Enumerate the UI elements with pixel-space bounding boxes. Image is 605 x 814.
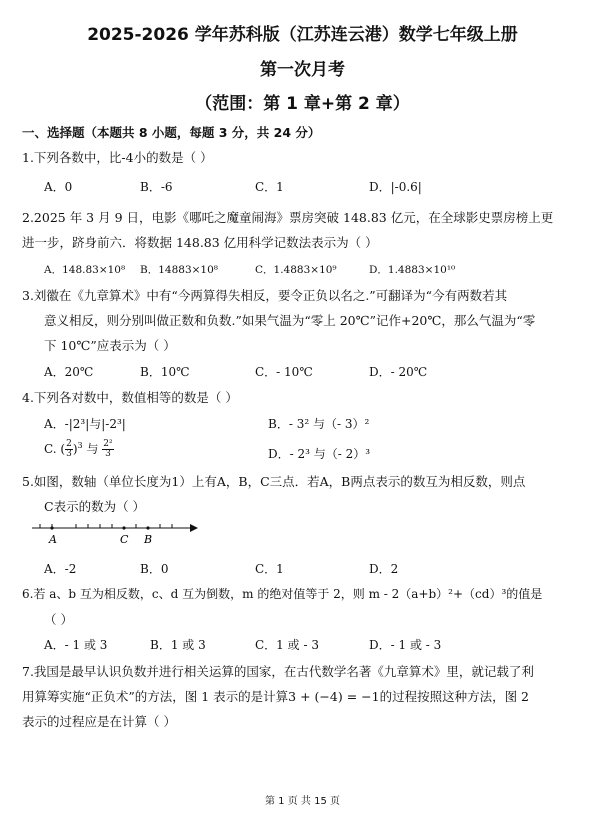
q6-line-2: （ ） [44, 612, 73, 627]
title-line-1: 2025-2026 学年苏科版（江苏连云港）数学七年级上册 [87, 25, 518, 45]
label-b: B [144, 533, 153, 546]
q4-option-d: D．- 2³ 与（- 2）³ [268, 447, 371, 461]
q4-exponent: 3 [77, 441, 83, 450]
point-a [50, 526, 53, 529]
page-number: 第 1 页 共 15 页 [265, 796, 340, 807]
q4-stem: 4.下列各对数中，数值相等的数是（ ） [22, 390, 238, 405]
q2-option-d: D．1.4883×10¹⁰ [369, 264, 456, 276]
q4-option-c-label: C. [44, 442, 57, 456]
section-heading: 一、选择题（本题共 8 小题，每题 3 分，共 24 分） [22, 125, 321, 140]
q4-option-b: B．- 3² 与（- 3）² [268, 417, 370, 431]
q3-option-b: B．10℃ [140, 365, 190, 379]
q7-line-2: 用算筹实施“正负术”的方法，图 1 表示的是计算3 + (−4) = −1的过程按照这种方法，图 2 [22, 689, 530, 704]
q2-option-a: A．148.83×10⁸ [44, 264, 126, 276]
q7-line-3: 表示的过程应是在计算（ ） [22, 714, 176, 729]
q1-option-b: B．-6 [140, 180, 173, 194]
label-a: A [49, 533, 57, 546]
q2-option-c: C．1.4883×10⁹ [255, 264, 337, 276]
q4-fraction-1: $\frac{2}{3}$ [66, 439, 72, 459]
q6-option-c: C．1 或 - 3 [255, 638, 319, 652]
q3-option-c: C．- 10℃ [255, 365, 313, 379]
q3-option-d: D．- 20℃ [369, 365, 428, 379]
title-line-3: （范围：第 1 章+第 2 章） [195, 94, 410, 114]
q2-line-2: 进一步，跻身前六．将数据 148.83 亿用科学记数法表示为（ ） [22, 235, 378, 250]
number-line [30, 520, 200, 550]
q2-option-b: B．14883×10⁸ [140, 264, 218, 276]
q3-line-3: 下 10℃”应表示为（ ） [44, 338, 176, 353]
q3-option-a: A．20℃ [44, 365, 94, 379]
q1-stem: 1.下列各数中，比-4小的数是（ ） [22, 150, 213, 165]
q7-line-1: 7.我国是最早认识负数并进行相关运算的国家，在古代数学名著《九章算术》里，就记载了利 [22, 664, 534, 679]
q3-line-1: 3.刘徽在《九章算术》中有“今两算得失相反，要令正负以名之.”可翻译为“今有两数若其 [22, 288, 508, 303]
q4-option-a: A．-|2³|与|-2³| [44, 417, 126, 431]
q1-option-c: C．1 [255, 180, 284, 194]
q4-fraction-2: $\frac{\text{2²}}{3}$ [103, 439, 113, 459]
q1-option-d: D．|-0.6| [369, 180, 422, 194]
point-b [146, 526, 149, 529]
q6-option-d: D．- 1 或 - 3 [369, 638, 442, 652]
q2-line-1: 2.2025 年 3 月 9 日，电影《哪吒之魔童闹海》票房突破 148.83 亿元，在全球影史票房榜上更 [22, 210, 554, 225]
q6-option-b: B．1 或 3 [150, 638, 206, 652]
q5-line-1: 5.如图，数轴（单位长度为1）上有A，B，C三点．若A，B两点表示的数互为相反数，则点 [22, 474, 526, 489]
q5-option-d: D．2 [369, 562, 399, 576]
q5-option-a: A．-2 [44, 562, 77, 576]
title-line-2: 第一次月考 [260, 60, 345, 80]
q4-option-c: C. ( $\frac{2}{3}$ )$^3$ 与 $\frac{\text{2²}}{3}$ [44, 439, 113, 459]
q5-option-c: C．1 [255, 562, 284, 576]
q4-option-c-and: 与 [86, 442, 99, 456]
q1-option-a: A．0 [44, 180, 73, 194]
q5-option-b: B．0 [140, 562, 169, 576]
q3-line-2: 意义相反，则分别叫做正数和负数.”如果气温为“零上 20℃”记作+20℃，那么气温为“零 [44, 313, 536, 328]
label-c: C [120, 533, 129, 546]
q5-line-2: C表示的数为（ ） [44, 499, 146, 514]
q6-line-1: 6.若 a、b 互为相反数，c、d 互为倒数，m 的绝对值等于 2，则 m - 2（a+b）²+（cd）³的值是 [22, 587, 543, 601]
point-c [122, 526, 125, 529]
q6-option-a: A．- 1 或 3 [44, 638, 108, 652]
